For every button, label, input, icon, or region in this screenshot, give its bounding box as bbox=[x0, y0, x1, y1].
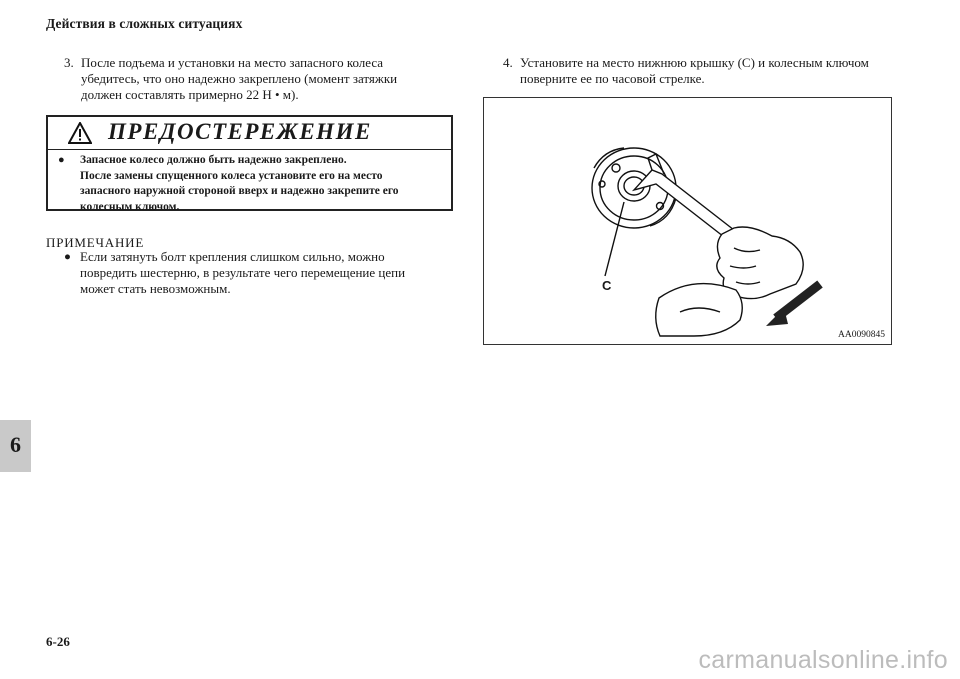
step-3-line: После подъема и установки на место запасного колеса bbox=[81, 55, 384, 70]
bullet-icon: ● bbox=[64, 251, 71, 263]
step-3-number: 3. bbox=[64, 55, 74, 70]
warning-line: колесным ключом. bbox=[80, 200, 180, 213]
note-line: может стать невозможным. bbox=[80, 281, 231, 296]
figure-wrench-cover bbox=[483, 97, 892, 345]
step-4-text bbox=[520, 55, 869, 87]
step-4-line: поверните ее по часовой стрелке. bbox=[520, 71, 705, 86]
label-c: C bbox=[602, 278, 612, 293]
step-3-line: должен составлять примерно 22 Н • м). bbox=[81, 87, 299, 102]
note-line: Если затянуть болт крепления слишком сильно, можно bbox=[80, 249, 385, 264]
note-title: ПРИМЕЧАНИЕ bbox=[46, 235, 145, 250]
warning-box bbox=[46, 115, 453, 211]
step-4-line: Установите на место нижнюю крышку (C) и колесным ключом bbox=[520, 55, 869, 70]
watermark: carmanualsonline.info bbox=[698, 646, 948, 674]
warning-line: запасного наружной стороной вверх и надежно закрепите его bbox=[80, 185, 399, 197]
warning-title: ПРЕДОСТЕРЕЖЕНИЕ bbox=[108, 119, 372, 144]
wrench-illustration bbox=[484, 98, 890, 343]
bullet-icon: ● bbox=[58, 154, 65, 166]
warning-line: Запасное колесо должно быть надежно закреплено. bbox=[80, 154, 347, 166]
step-3-text bbox=[81, 55, 397, 103]
warning-header bbox=[48, 117, 451, 150]
figure-code: AA0090845 bbox=[838, 330, 885, 340]
section-header: Действия в сложных ситуациях bbox=[46, 16, 243, 31]
note-line: повредить шестерню, в результате чего перемещение цепи bbox=[80, 265, 406, 280]
page-number: 6-26 bbox=[46, 634, 70, 649]
warning-triangle-icon bbox=[68, 122, 92, 144]
step-4-number: 4. bbox=[503, 55, 513, 70]
chapter-number: 6 bbox=[10, 432, 21, 457]
chapter-tab bbox=[0, 420, 31, 472]
warning-line: После замены спущенного колеса установите его на место bbox=[80, 169, 383, 182]
step-3-line: убедитесь, что оно надежно закреплено (момент затяжки bbox=[81, 71, 398, 86]
